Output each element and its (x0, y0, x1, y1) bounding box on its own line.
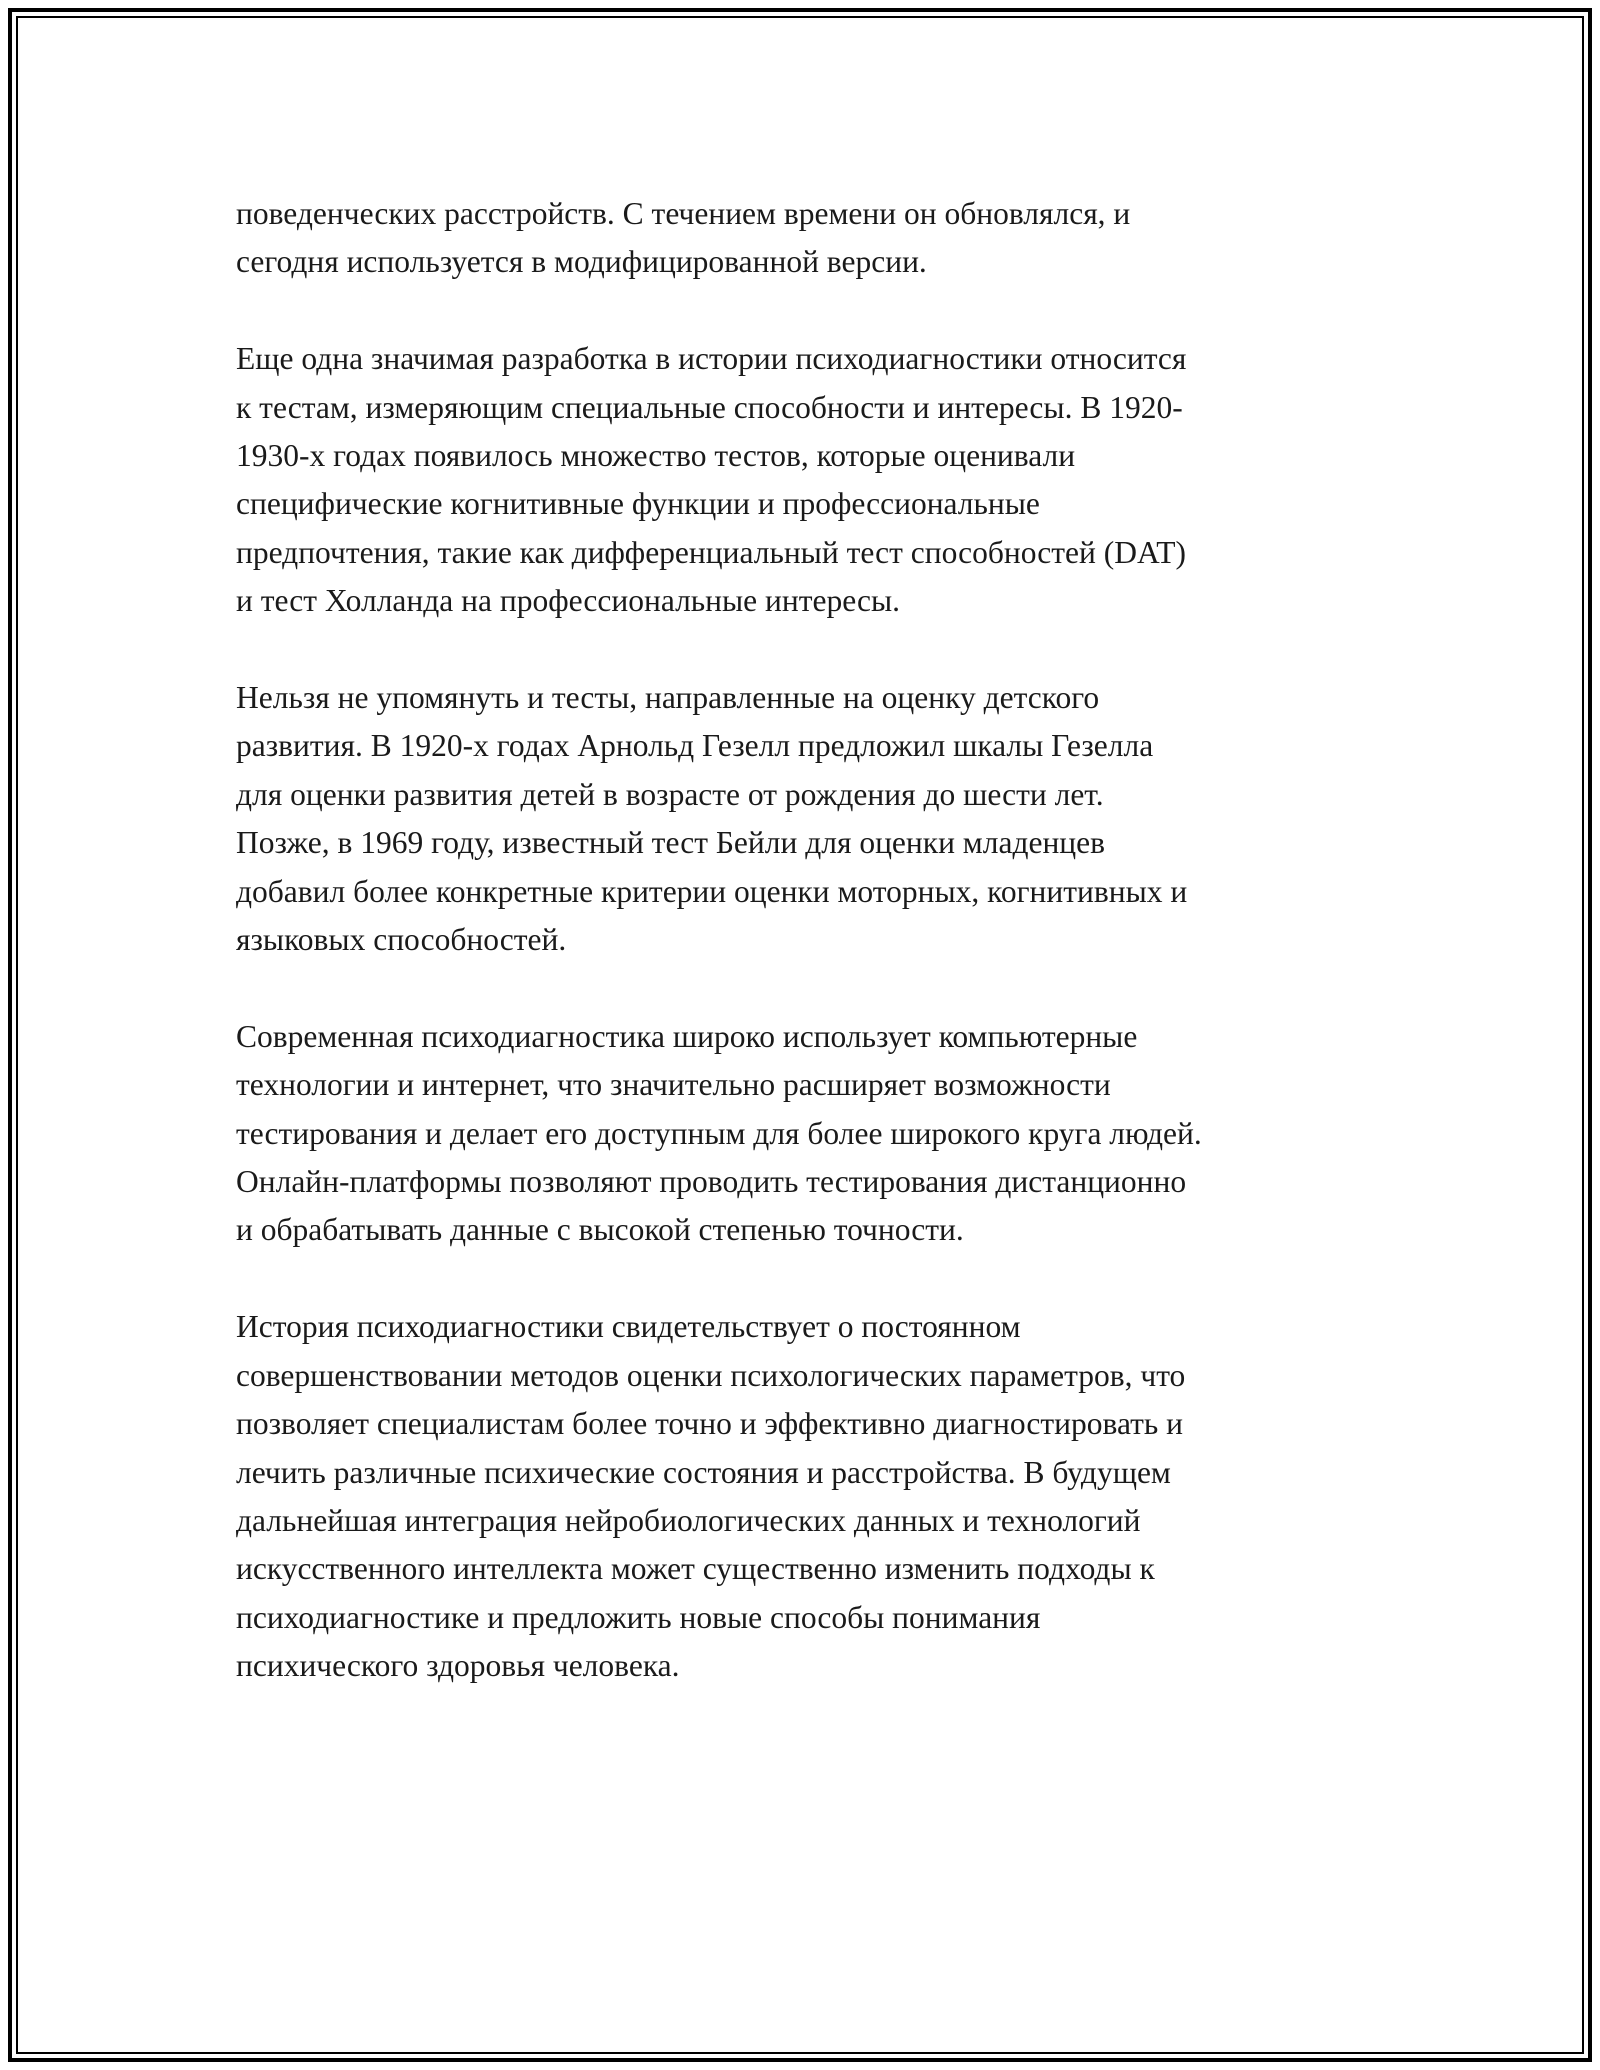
paragraph-behavioral-disorders: поведенческих расстройств. С течением времени он обновлялся, и сегодня используется в модифицированной версии. (236, 196, 1131, 280)
paragraph-child-development-tests: Нельзя не упомянуть и тесты, направленные на оценку детского развития. В 1920-х годах Арнольд Гезелл предложил шкалы Гезелла для оценки развития детей в возрасте от рождения до шести лет. Позже, в 1969 году, известный тест Бейли для оценки младенцев добавил более конкретные критерии оценки моторных, когнитивных и языковых способностей. (236, 680, 1188, 958)
paragraph-history-conclusion: История психодиагностики свидетельствует о постоянном совершенствовании методов оценки психологических параметров, что позволяет специалистам более точно и эффективно диагностировать и лечить различные психические состояния и расстройства. В будущем дальнейшая интеграция нейробиологических данных и технологий искусственного интеллекта может существенно изменить подходы к психодиагностике и предложить новые способы понимания психического здоровья человека. (236, 1309, 1186, 1684)
paragraph-special-abilities-tests: Еще одна значимая разработка в истории психодиагностики относится к тестам, измеряющим специальные способности и интересы. В 1920- 1930-х годах появилось множество тестов, которые оценивали специфические когнитивные функции и профессиональные предпочтения, такие как дифференциальный тест способностей (DAT) и тест Холланда на профессиональные интересы. (236, 341, 1187, 619)
paragraph-modern-psychodiagnostics: Современная психодиагностика широко использует компьютерные технологии и интернет, что значительно расширяет возможности тестирования и делает его доступным для более широкого круга людей. Онлайн-платформы позволяют проводить тестирования дистанционно и обрабатывать данные с высокой степенью точности. (236, 1018, 1202, 1248)
document-body (236, 190, 1376, 1691)
